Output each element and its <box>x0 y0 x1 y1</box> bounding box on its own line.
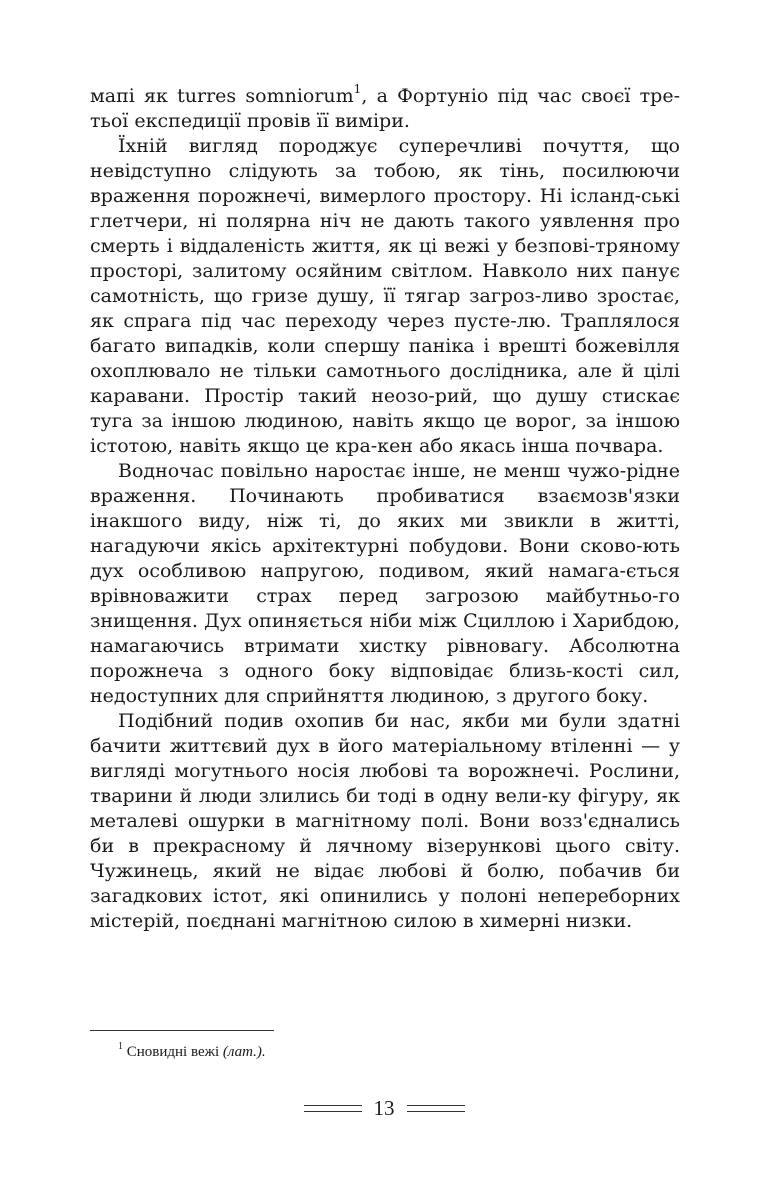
left-ornament-lines <box>304 1105 362 1112</box>
paragraph-1-text: мапі як turres somniorum <box>90 85 354 107</box>
paragraph-1 <box>90 81 680 134</box>
right-ornament-lines <box>407 1105 465 1112</box>
footnote <box>118 1041 266 1061</box>
paragraph-3: Водночас повільно наростає інше, не менш чужо-рідне враження. Починають пробиватися взаємозв'язки інакшого виду, ніж ті, до яких ми звикли в житті, нагадуючи якісь архітектурні побудови. Вони сково-ють дух особливою напругою, подивом, який намага-ється врівноважити страх перед загрозою майбутньо-го знищення. Дух опиняється ніби між Сциллою і Харибдою, намагаючись втримати хистку рівновагу. Абсолютна порожнеча з одного боку відповідає близь-кості сил, недоступних для сприйняття людиною, з другого боку. <box>90 460 680 707</box>
footnote-reference: 1 <box>353 81 362 96</box>
footnote-marker: 1 <box>118 1041 123 1052</box>
footnote-divider <box>90 1030 274 1031</box>
footnote-text: Сновидні вежі <box>123 1044 223 1060</box>
main-text <box>90 81 680 934</box>
paragraph-1-text-cont: , а Фортуніо під час своєї тре-тьої експедиції провів її виміри. <box>90 85 680 132</box>
page-number: 13 <box>373 1095 395 1120</box>
footnote-note: (лат.). <box>222 1044 266 1060</box>
paragraph-4: Подібний подив охопив би нас, якби ми були здатні бачити життєвий дух в його матеріальному втіленні — у вигляді могутнього носія любові та ворожнечі. Рослини, тварини й люди злились би тоді в одну вели-ку фігуру, як металеві ошурки в магнітному полі. Вони возз'єднались би в прекрасному й лячному візерункові цього світу. Чужинець, який не відає любові й болю, побачив би загадкових істот, які опинились у полоні непереборних містерій, поєднані магнітною силою в химерні низки. <box>90 710 680 932</box>
paragraph-2: Їхній вигляд породжує суперечливі почуття, що невідступно слідують за тобою, як тінь, посилюючи враження порожнечі, вимерлого простору. Ні ісланд-ські глетчери, ні полярна ніч не дають такого уявлення про смерть і віддаленість життя, як ці вежі у безпові-тряному просторі, залитому осяйним світлом. Навколо них панує самотність, що гризе душу, її тягар загроз-ливо зростає, як спрага під час переходу через пусте-лю. Траплялося багато випадків, коли спершу паніка і врешті божевілля охоплювало не тільки самотнього дослідника, але й цілі каравани. Простір такий неозо-рий, що душу стискає туга за іншою людиною, навіть якщо це ворог, за іншою істотою, навіть якщо це кра-кен або якась інша почвара. <box>90 135 680 457</box>
page-footer <box>0 1094 768 1122</box>
